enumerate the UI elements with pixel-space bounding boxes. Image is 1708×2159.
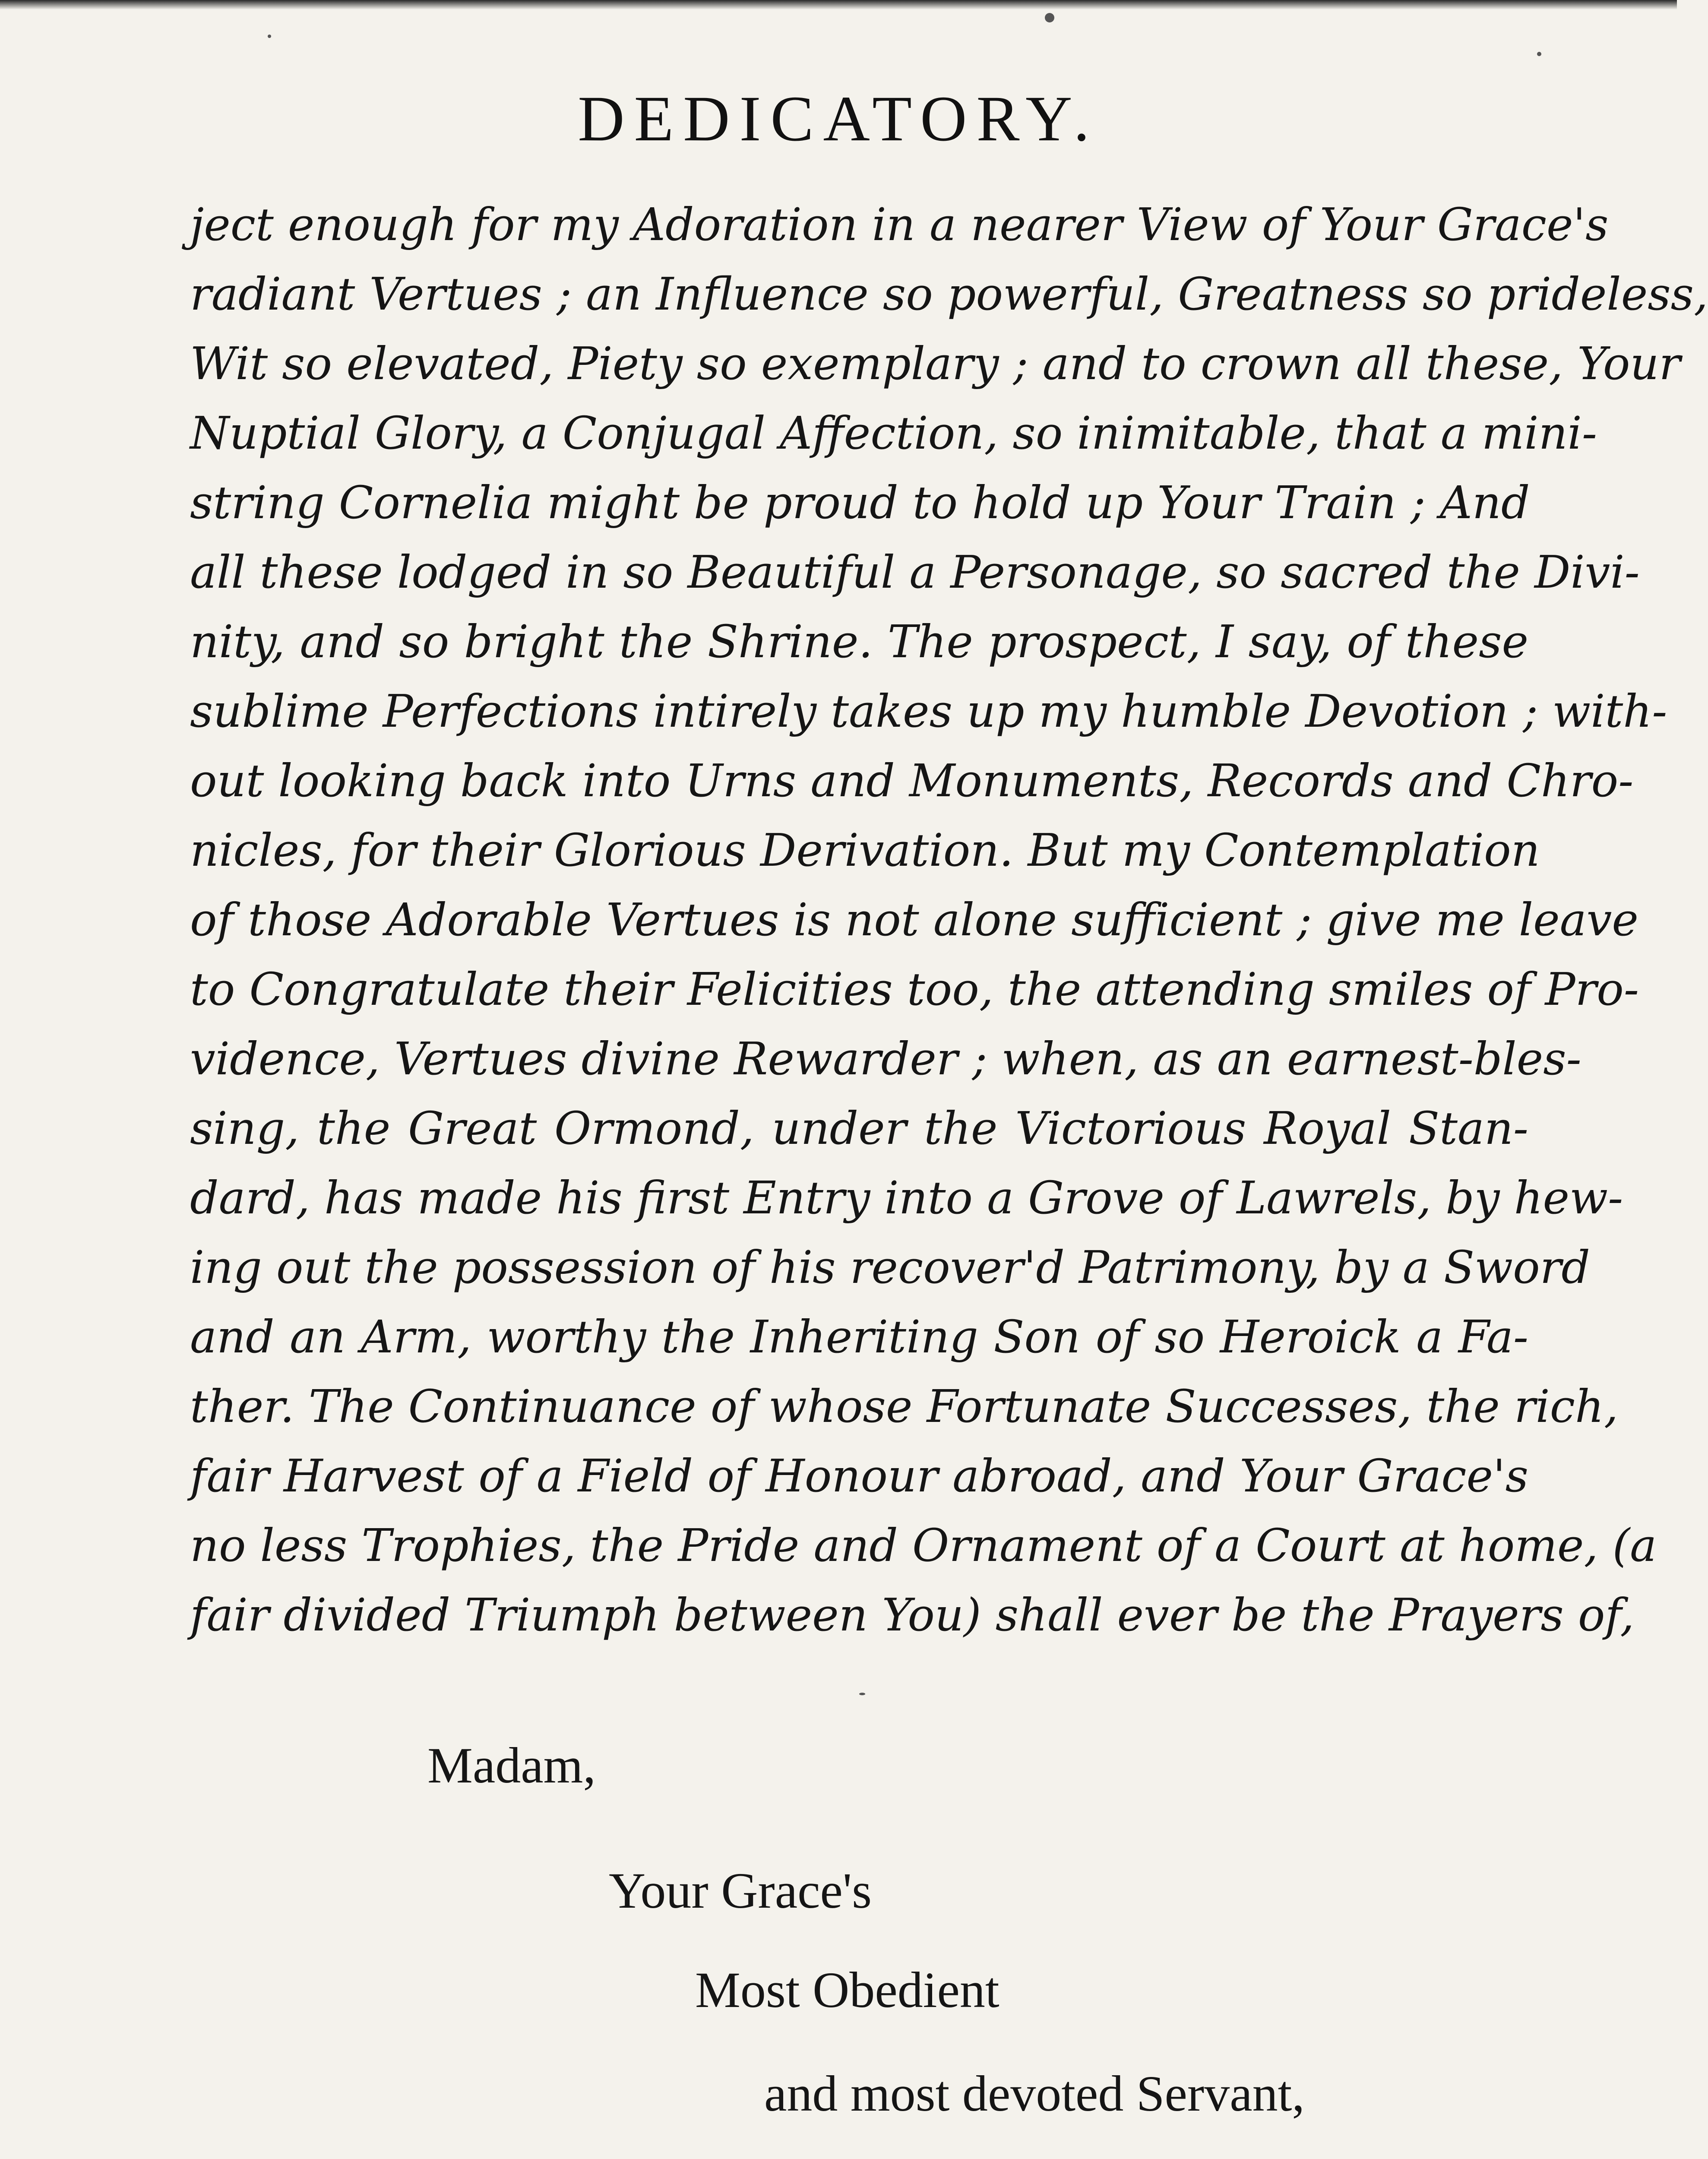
body-line: to Congratulate their Felicities too, the attending smiles of Pro- — [190, 963, 1639, 1016]
closing-line: and most devoted Servant, — [764, 2065, 1305, 2122]
body-line: sing, the Great Ormond, under the Victorious Royal Stan- — [190, 1102, 1528, 1155]
body-line: sublime Perfections intirely takes up my humble Devotion ; with- — [190, 685, 1667, 738]
running-head: DEDICATORY. — [578, 83, 1099, 155]
closing-line: Your Grace's — [609, 1862, 872, 1919]
body-line: ing out the possession of his recover'd Patrimony, by a Sword — [190, 1241, 1590, 1294]
body-line: fair divided Triumph between You) shall ever be the Prayers of, — [190, 1589, 1635, 1641]
dedication-body — [190, 190, 1708, 1650]
salutation: Madam, — [427, 1737, 596, 1794]
body-line: Nuptial Glory, a Conjugal Affection, so inimitable, that a mini- — [190, 407, 1597, 459]
body-line: dard, has made his first Entry into a Grove of Lawrels, by hew- — [190, 1171, 1623, 1224]
body-line: fair Harvest of a Field of Honour abroad, and Your Grace's — [190, 1450, 1528, 1502]
body-line: and an Arm, worthy the Inheriting Son of so Heroick a Fa- — [190, 1311, 1528, 1363]
body-line: nity, and so bright the Shrine. The prospect, I say, of these — [190, 615, 1528, 668]
body-line: radiant Vertues ; an Influence so powerful, Greatness so prideless, — [190, 268, 1708, 320]
body-line: Wit so elevated, Piety so exemplary ; and to crown all these, Your — [190, 337, 1681, 390]
print-speck — [268, 35, 271, 38]
body-line: out looking back into Urns and Monuments, Records and Chro- — [190, 754, 1634, 807]
print-speck — [1537, 52, 1541, 56]
closing-line: Most Obedient — [695, 1962, 999, 2018]
body-line: no less Trophies, the Pride and Ornament of a Court at home, (a — [190, 1519, 1657, 1572]
body-line: of those Adorable Vertues is not alone sufficient ; give me leave — [190, 893, 1638, 946]
body-line: string Cornelia might be proud to hold up Your Train ; And — [190, 476, 1530, 529]
body-line: ject enough for my Adoration in a nearer View of Your Grace's — [190, 198, 1609, 251]
page-top-edge — [0, 0, 1677, 9]
print-speck — [859, 1693, 865, 1695]
print-speck — [1045, 13, 1054, 22]
body-line: all these lodged in so Beautiful a Personage, so sacred the Divi- — [190, 546, 1640, 598]
body-line: vidence, Vertues divine Rewarder ; when, as an earnest-bles- — [190, 1032, 1581, 1085]
body-line: nicles, for their Glorious Derivation. But my Contemplation — [190, 824, 1540, 877]
body-line: ther. The Continuance of whose Fortunate Successes, the rich, — [190, 1380, 1619, 1433]
